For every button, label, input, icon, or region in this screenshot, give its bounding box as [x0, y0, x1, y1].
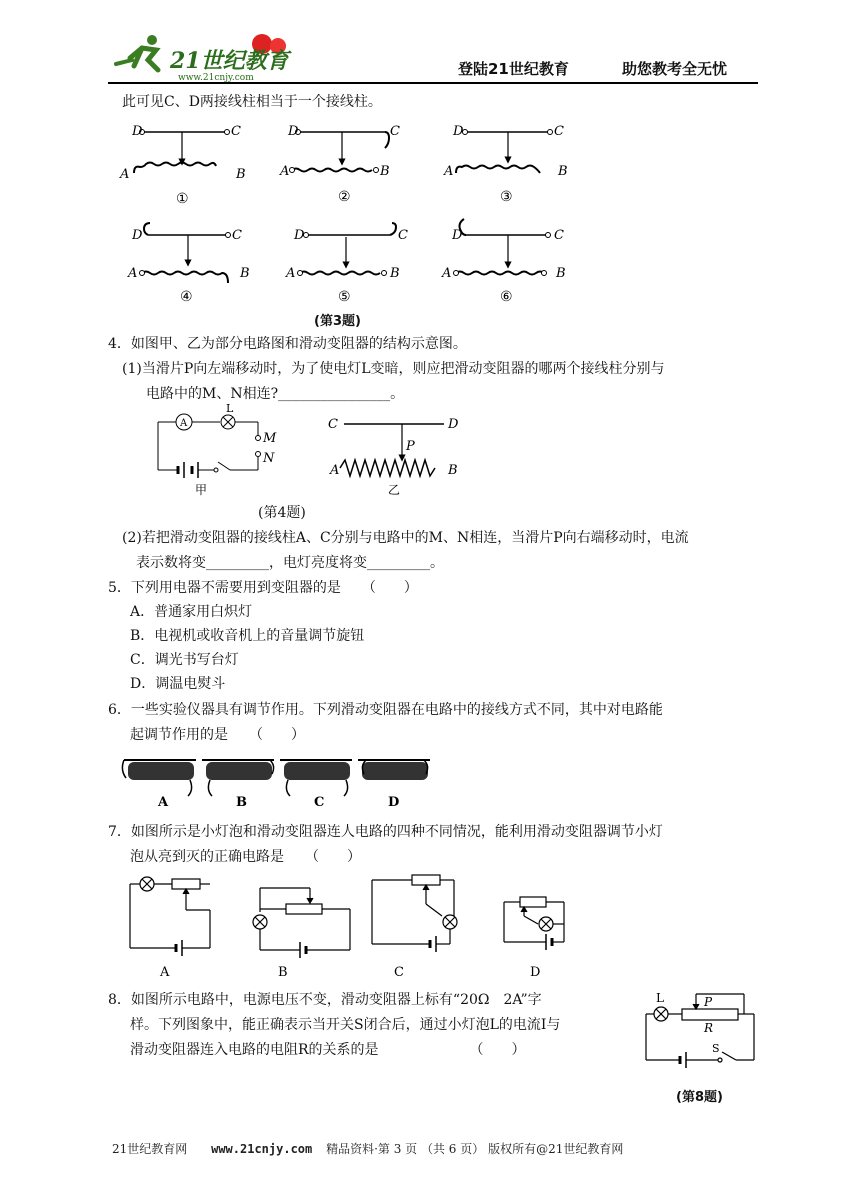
- q6-rheostat-a: [122, 760, 196, 810]
- svg-text:A: A: [180, 418, 188, 429]
- q6-rheostat-c: [280, 760, 352, 810]
- svg-text:①: ①: [176, 191, 189, 207]
- svg-text:A: A: [280, 164, 290, 179]
- svg-text:④: ④: [180, 289, 193, 305]
- logo-text: 21世纪教育: [170, 48, 289, 74]
- q4-part1-line1: (1)当滑片P向左端移动时，为了使电灯L变暗，则应把滑动变阻器的哪两个接线柱分别与: [122, 361, 665, 377]
- logo-url: www.21cnjy.com: [178, 73, 254, 82]
- q7-circuit-b: [253, 888, 350, 980]
- svg-text:B: B: [448, 463, 458, 478]
- q4-caption: (第4题): [258, 505, 306, 521]
- q4-figures: [140, 402, 480, 502]
- svg-text:N: N: [263, 451, 275, 466]
- q3-fig-4: [127, 223, 250, 305]
- q5-option-d: D．调温电熨斗: [130, 676, 226, 692]
- svg-text:L: L: [656, 991, 664, 1005]
- q7-circuit-c: [372, 875, 457, 980]
- svg-text:B: B: [558, 164, 568, 179]
- q3-fig-3: [443, 124, 568, 205]
- svg-text:D: D: [530, 965, 541, 980]
- svg-text:A: A: [120, 167, 130, 182]
- svg-text:A: A: [160, 965, 170, 980]
- q8-line3: 滑动变阻器连入电路的电阻R的关系的是 （ ）: [130, 1042, 526, 1058]
- svg-text:C: C: [394, 965, 404, 980]
- q5-option-c: C．调光书写台灯: [130, 652, 239, 668]
- q8-caption: (第8题): [676, 1090, 723, 1105]
- svg-text:A: A: [442, 266, 452, 281]
- svg-text:A: A: [330, 463, 340, 478]
- svg-text:C: C: [314, 795, 325, 810]
- q7-circuit-a: [130, 877, 210, 980]
- svg-text:C: C: [231, 124, 241, 139]
- svg-text:C: C: [232, 228, 242, 243]
- svg-text:⑤: ⑤: [338, 289, 351, 305]
- q4-stem: 4．如图甲、乙为部分电路图和滑动变阻器的结构示意图。: [108, 336, 467, 352]
- svg-text:C: C: [554, 124, 564, 139]
- q4-circuit-jia: [158, 402, 277, 497]
- q3-fig-1: [119, 124, 246, 207]
- q8-line1: 8．如图所示电路中，电源电压不变，滑动变阻器上标有“20Ω 2A”字: [108, 992, 542, 1008]
- svg-text:A: A: [128, 266, 138, 281]
- q4-part2-line1: (2)若把滑动变阻器的接线柱A、C分别与电路中的M、N相连，当滑片P向右端移动时，电流: [122, 530, 689, 546]
- svg-text:B: B: [380, 164, 390, 179]
- svg-text:⑥: ⑥: [500, 289, 513, 305]
- q3-fig-2: [279, 124, 400, 205]
- svg-text:A: A: [158, 795, 169, 810]
- intro-line: 此可见C、D两接线柱相当于一个接线柱。: [122, 94, 382, 110]
- slogan-left: 登陆21世纪教育: [458, 60, 569, 78]
- q3-fig-6: [441, 219, 566, 305]
- q5-stem: 5．下列用电器不需要用到变阻器的是 （ ）: [108, 580, 418, 596]
- svg-text:P: P: [704, 995, 713, 1009]
- footer-site: 21世纪教育网: [112, 1142, 188, 1156]
- header: [0, 0, 860, 90]
- q7-line1: 7．如图所示是小灯泡和滑动变阻器连人电路的四种不同情况，能利用滑动变阻器调节小灯: [108, 824, 663, 840]
- svg-text:L: L: [226, 402, 234, 415]
- q4-part2-line2: 表示数将变_________，电灯亮度将变_________。: [136, 555, 444, 571]
- svg-text:③: ③: [500, 189, 513, 205]
- svg-text:B: B: [236, 167, 246, 182]
- svg-text:A: A: [444, 164, 454, 179]
- q7-circuit-d: [504, 897, 564, 980]
- svg-text:R: R: [704, 1021, 714, 1035]
- svg-text:C: C: [554, 228, 564, 243]
- q6-line1: 6．一些实验仪器具有调节作用。下列滑动变阻器在电路中的接线方式不同，其中对电路能: [108, 702, 663, 718]
- svg-text:D: D: [453, 124, 464, 139]
- svg-text:B: B: [278, 965, 288, 980]
- q3-figures: [110, 115, 600, 315]
- svg-text:A: A: [286, 266, 296, 281]
- q3-fig-5: [285, 223, 408, 305]
- svg-text:B: B: [556, 266, 566, 281]
- footer-info: 精品资料·第 3 页 （共 6 页） 版权所有@21世纪教育网: [326, 1142, 624, 1156]
- svg-text:B: B: [390, 266, 400, 281]
- svg-text:D: D: [294, 228, 305, 243]
- svg-text:B: B: [236, 795, 247, 810]
- q6-rheostat-b: [202, 760, 274, 810]
- q7-line2: 泡从亮到灭的正确电路是 （ ）: [130, 849, 361, 865]
- q3-caption: (第3题): [314, 314, 361, 329]
- svg-text:C: C: [398, 228, 408, 243]
- q6-line2: 起调节作用的是 （ ）: [130, 727, 305, 743]
- runner-icon: [116, 35, 158, 70]
- q6-figures: [120, 748, 440, 812]
- svg-text:D: D: [388, 795, 400, 810]
- svg-text:甲: 甲: [195, 483, 208, 497]
- svg-text:C: C: [328, 417, 338, 432]
- svg-text:D: D: [288, 124, 299, 139]
- svg-text:P: P: [406, 439, 415, 454]
- logo: [112, 30, 312, 82]
- svg-text:C: C: [390, 124, 400, 139]
- footer-url[interactable]: www.21cnjy.com: [211, 1142, 313, 1156]
- q4-part1-line2: 电路中的M、N相连?________________。: [146, 386, 405, 402]
- footer: [112, 1140, 752, 1157]
- q5-option-a: A．普通家用白炽灯: [130, 604, 253, 620]
- svg-text:M: M: [263, 431, 277, 446]
- q5-option-b: B．电视机或收音机上的音量调节旋钮: [130, 628, 365, 644]
- q7-figures: [120, 870, 600, 980]
- q8-circuit: [636, 982, 766, 1082]
- svg-text:D: D: [132, 228, 143, 243]
- svg-text:②: ②: [338, 189, 351, 205]
- svg-text:B: B: [240, 266, 250, 281]
- q6-rheostat-d: [358, 760, 430, 810]
- svg-text:D: D: [452, 228, 463, 243]
- svg-text:D: D: [132, 124, 143, 139]
- svg-text:S: S: [712, 1042, 720, 1055]
- svg-text:乙: 乙: [388, 483, 401, 497]
- q4-rheostat-yi: [328, 417, 459, 497]
- slogan-right: 助您教考全无忧: [622, 60, 728, 78]
- svg-text:D: D: [448, 417, 459, 432]
- q8-line2: 样。下列图象中，能正确表示当开关S闭合后，通过小灯泡L的电流I与: [130, 1017, 561, 1033]
- header-rule: [108, 82, 758, 84]
